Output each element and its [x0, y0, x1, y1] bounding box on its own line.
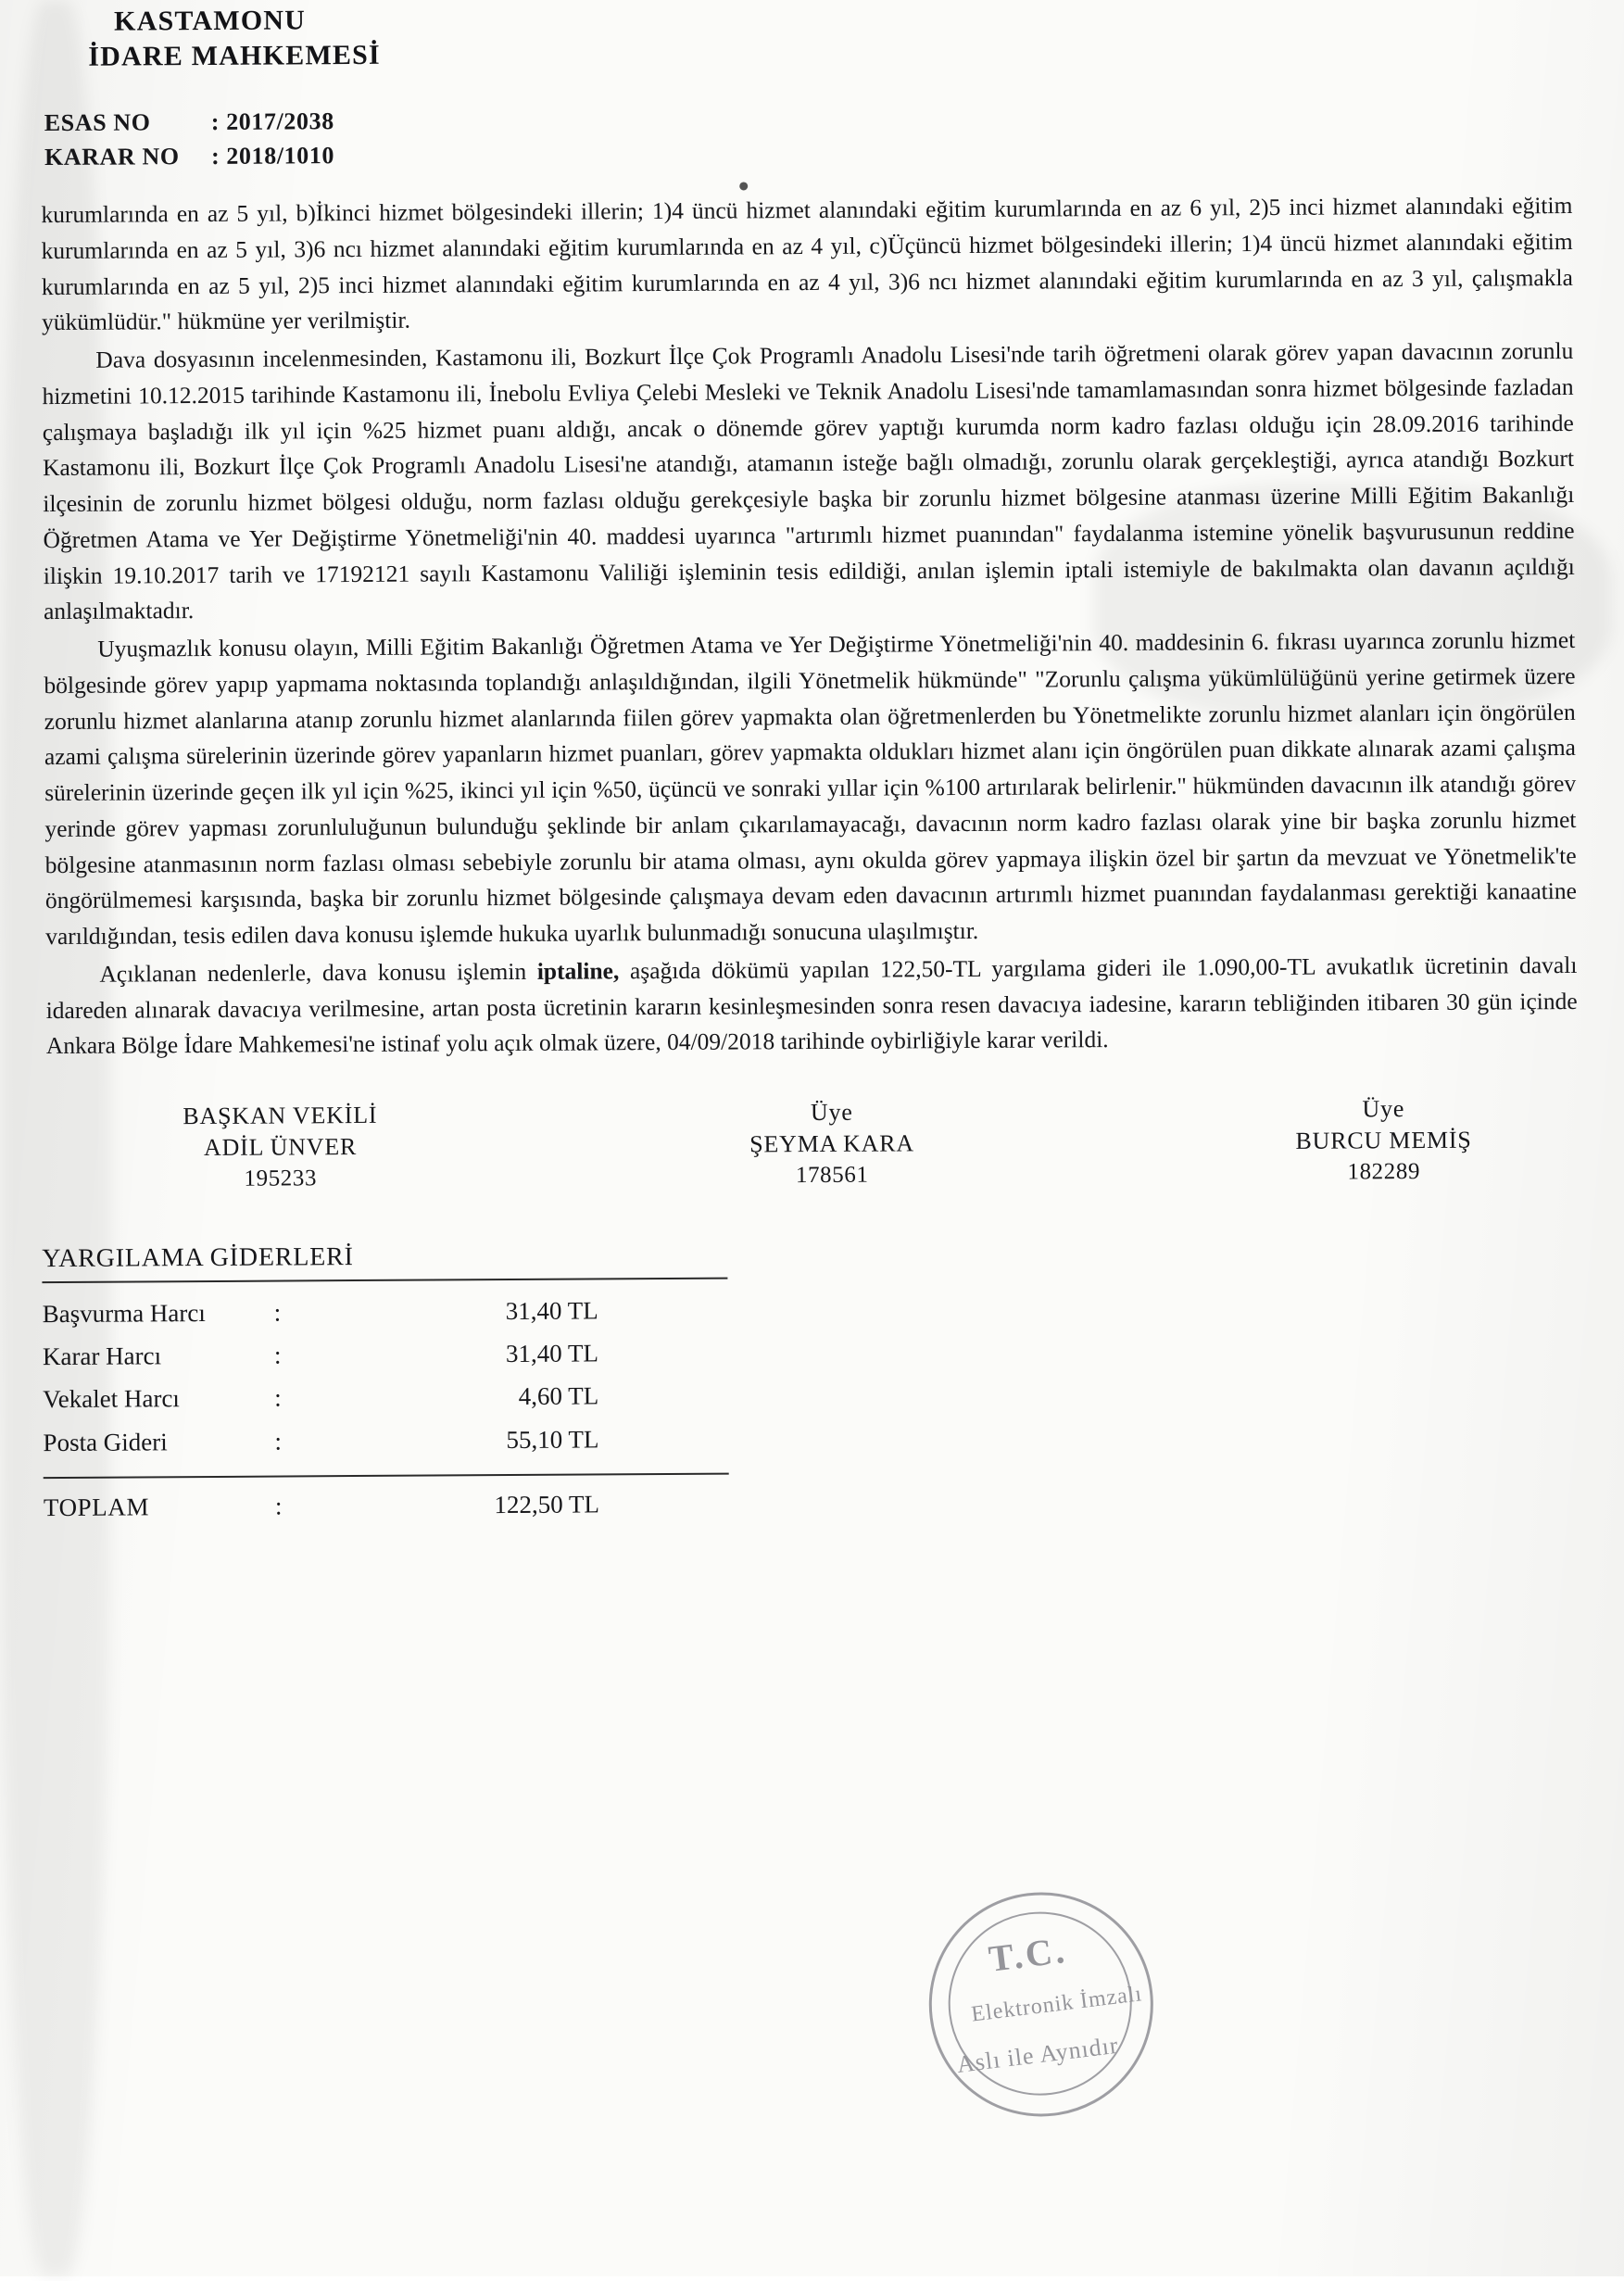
court-name-line1: KASTAMONU [114, 5, 307, 37]
ruling-bold: iptaline, [536, 957, 620, 985]
cost-colon: : [274, 1427, 283, 1456]
signature-number: 195233 [244, 1166, 318, 1191]
stamp-line-1: Elektronik İmzalı [970, 1982, 1144, 2027]
total-colon: : [274, 1492, 283, 1520]
signature-member-2 [1244, 1092, 1523, 1188]
court-name-line2: İDARE MAHKEMESİ [88, 40, 381, 73]
costs-divider-top [42, 1277, 727, 1283]
signature-name: ŞEYMA KARA [749, 1129, 915, 1158]
cost-amount: 31,40 TL [505, 1295, 598, 1325]
cost-amount: 31,40 TL [505, 1339, 599, 1367]
stamp-line-2: Aslı ile Aynıdır [955, 2031, 1120, 2078]
ruling-post: aşağıda dökümü yapılan 122,50-TL yargılama gideri ile 1.090,00-TL avukatlık ücretinin davalı idareden alınarak davacıya verilmesine, artan posta ücretinin kararın kesinleşmesinden sonra resen davacıya iadesine, kararın tebliğinden itibaren 30 gün içinde Ankara Bölge İdare Mahkemesi'ne istinaf yolu açık olmak üzere, 04/09/2018 tarihinde oybirliğiyle karar verildi. [45, 951, 1578, 1060]
case-karar-label: KARAR NO [44, 143, 180, 171]
total-amount: 122,50 TL [494, 1490, 600, 1519]
cost-amount: 4,60 TL [518, 1381, 599, 1411]
cost-label: Posta Gideri [43, 1428, 168, 1456]
signature-number: 182289 [1347, 1158, 1421, 1185]
case-esas-label: ESAS NO [44, 108, 151, 136]
cost-label: Vekalet Harcı [43, 1384, 180, 1414]
ruling-pre: Açıklanan nedenlerle, dava konusu işlemin [99, 957, 537, 988]
case-karar-value: : 2018/1010 [210, 142, 335, 170]
cost-label: Karar Harcı [42, 1342, 162, 1371]
stamp-tc-text: T.C. [986, 1928, 1070, 1980]
cost-colon: : [273, 1341, 282, 1369]
paragraph-continuation: kurumlarında en az 5 yıl, b)İkinci hizmet bölgesindeki illerin; 1)4 üncü hizmet alanındaki eğitim kurumlarında en az 6 yıl, 2)5 inci hizmet alanındaki eğitim kurumlarında en az 5 yıl, 3)6 ncı hizmet alanındaki eğitim kurumlarında en az 4 yıl, c)Üçüncü hizmet bölgesindeki illerin; 1)4 üncü hizmet alanındaki eğitim kurumlarında en az 5 yıl, 2)5 inci hizmet alanındaki eğitim kurumlarında en az 4 yıl, 3)6 ncı hizmet alanındaki eğitim kurumlarında en az 3 yıl, çalışmakla yükümlüdür." hükmüne yer verilmiştir. [41, 192, 1573, 336]
signature-role: BAŞKAN VEKİLİ [183, 1102, 378, 1130]
cost-colon: : [274, 1383, 282, 1412]
signature-member-1 [693, 1096, 972, 1191]
signature-number: 178561 [795, 1162, 869, 1188]
signature-role: Üye [1362, 1095, 1405, 1123]
costs-divider-total [44, 1473, 729, 1480]
total-label: TOPLAM [43, 1493, 150, 1522]
case-esas-value: : 2017/2038 [210, 107, 334, 135]
paragraph-legal-reasoning: Uyuşmazlık konusu olayın, Milli Eğitim Bakanlığı Öğretmen Atama ve Yer Değiştirme Yönetmeliği'nin 40. maddesinin 6. fıkrası uyarınca zorunlu hizmet bölgesinde görev yapıp yapmama noktasında toplandığı anlaşıldığından, ilgili Yönetmelik hükmünde" "Zorunlu çalışma yükümlülüğünü yerine getirmek üzere zorunlu hizmet alanlarına atanıp zorunlu hizmet alanlarında fiilen görev yapmakta olan öğretmenlerden bu Yönetmelikte zorunlu hizmet alanları için öngörülen azami çalışma sürelerinin üzerinde görev yapanların hizmet puanları, görev yapmakta oldukları hizmet alanı için öngörülen puan dikkate alınarak azami çalışma sürelerinin üzerinde geçen ilk yıl için %25, ikinci yıl için %50, üçüncü ve sonraki yıllar için %100 artırılarak belirlenir." hükmünden davacının ilk atandığı görev yerinde görev yapması zorunluluğunun bulunduğu şeklinde bir anlam çıkarılamayacağı, davacının norm kadro fazlası olarak yine bir başka zorunlu hizmet bölgesine atanmasının norm fazlası olması sebebiyle zorunlu bir atama olması, aynı okulda görev yapmaya ilişkin özel bir şartın da mevzuat ve Yönetmelik'te öngörülmemesi karşısında, başka bir zorunlu hizmet bölgesinde çalışmaya devam eden davacının artırımlı hizmet puanından faydalanması gerektiği kanaatine varıldığından, tesis edilen dava konusu işlemde hukuka uyarlık bulunmadığı sonucuna ulaşılmıştır. [44, 626, 1577, 951]
ink-speck [739, 182, 748, 190]
cost-label: Başvurma Harcı [42, 1298, 206, 1328]
cost-colon: : [273, 1298, 282, 1327]
decision-body [24, 188, 1587, 1065]
signature-name: BURCU MEMİŞ [1295, 1126, 1472, 1154]
costs-title: YARGILAMA GİDERLERİ [42, 1241, 354, 1273]
signature-role: Üye [810, 1098, 853, 1127]
signature-block [30, 1092, 1588, 1196]
court-header [23, 0, 1580, 76]
signature-name: ADİL ÜNVER [203, 1132, 358, 1161]
case-numbers [24, 96, 1581, 176]
cost-amount: 55,10 TL [506, 1425, 599, 1454]
costs-table [31, 1234, 1590, 1529]
paragraph-case-file: Dava dosyasının incelenmesinden, Kastamonu ili, Bozkurt İlçe Çok Programlı Anadolu Lisesi'nde tarih öğretmeni olarak görev yapan davacının zorunlu hizmetini 10.12.2015 tarihinde Kastamonu ili, İnebolu Evliya Çelebi Mesleki ve Teknik Anadolu Lisesi'nde tamamlamasından sonra hizmet bölgesinde fazladan çalışmaya başladığı ilk yıl için %25 hizmet puanı aldığı, ancak o dönemde görev yaptığı kurumda norm kadro fazlası olduğu için 28.09.2016 tarihinde Kastamonu ili, Bozkurt İlçe Çok Programlı Anadolu Lisesi'ne atandığı, atamanın isteğe bağlı olmadığı, zorunlu olarak gerçekleştiği, ayrıca atandığı Bozkurt ilçesinin de zorunlu hizmet bölgesi olduğu, norm fazlası olduğu gerekçesiyle başka bir zorunlu hizmet bölgesine atanması üzerine Milli Eğitim Bakanlığı Öğretmen Atama ve Yer Değiştirme Yönetmeliği'nin 40. maddesi uyarınca "artırımlı hizmet puanından" faydalanma istemine yönelik başvurusunun reddine ilişkin 19.10.2017 tarih ve 17192121 sayılı Kastamonu Valiliği işleminin tesis edildiği, anılan işlemin iptali istemiyle de bakılmakta olan davanın açıldığı anlaşılmaktadır. [42, 337, 1575, 625]
table-row-total [44, 1477, 1590, 1530]
table-row [43, 1412, 1589, 1465]
signature-president [141, 1100, 420, 1195]
paragraph-ruling [45, 948, 1578, 1065]
